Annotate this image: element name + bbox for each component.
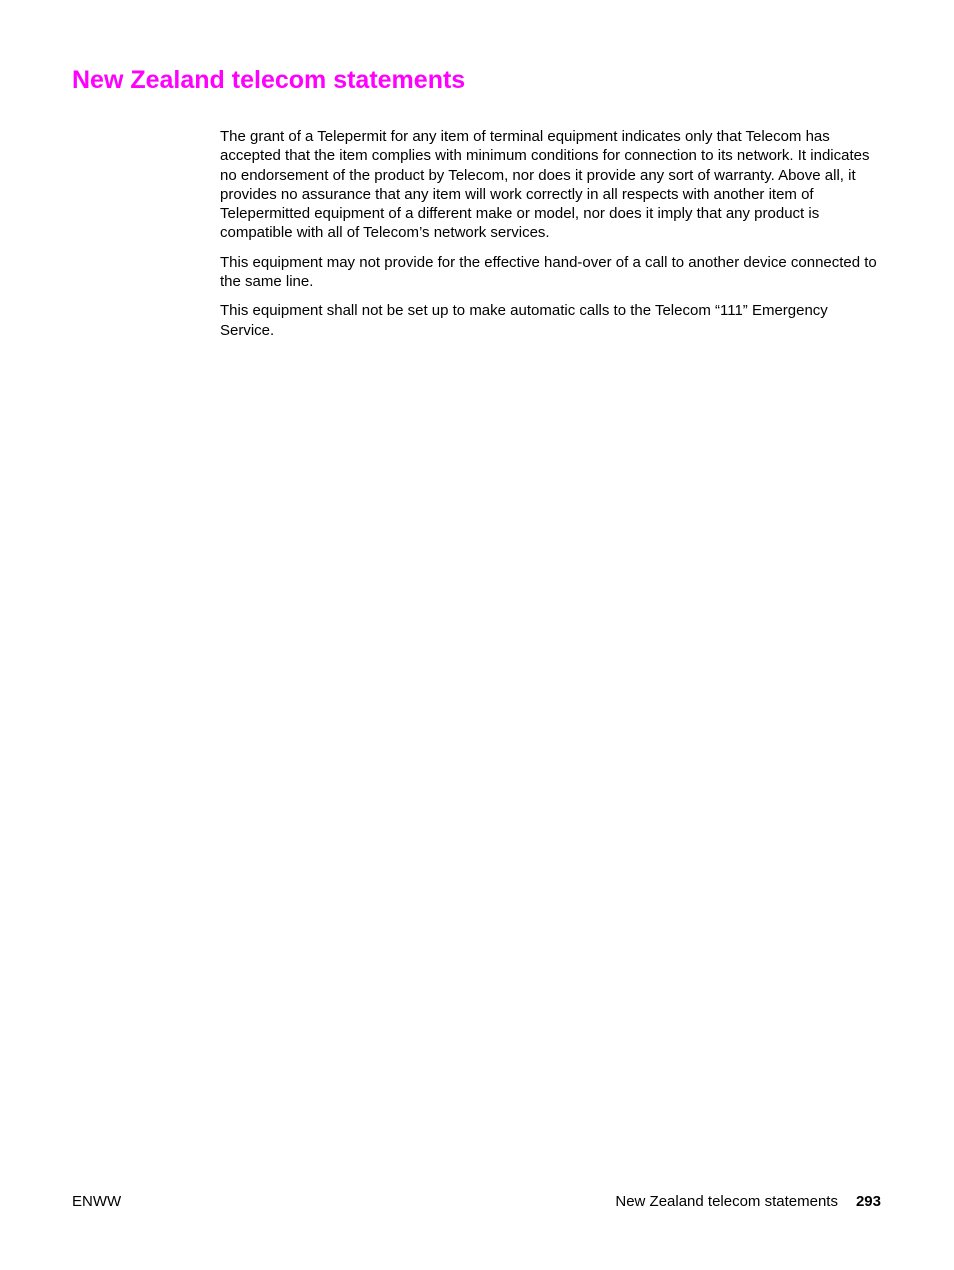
footer-left-label: ENWW — [72, 1193, 122, 1210]
paragraph-telepermit: The grant of a Telepermit for any item of terminal equipment indicates only that Telecom has accepted that the item complies with minimum conditions for connection to its network. It indicates no endorsement of the product by Telecom, nor does it provide any sort of warranty. Above all, it provides no assurance that any item will work correctly in all respects with another item of Telepermitted equipment of a different make or model, nor does it imply that any product is compatible with all of Telecom’s network services. — [220, 128, 870, 242]
footer-section-title: New Zealand telecom statements — [615, 1193, 838, 1210]
footer-right — [615, 1192, 881, 1211]
page-title: New Zealand telecom statements — [72, 66, 466, 94]
body-text — [220, 127, 885, 350]
page-number: 293 — [855, 1193, 881, 1210]
paragraph-hand-over: This equipment may not provide for the effective hand-over of a call to another device connected to the same line. — [220, 253, 877, 291]
paragraph-emergency: This equipment shall not be set up to make automatic calls to the Telecom “111” Emergency Service. — [220, 302, 828, 339]
